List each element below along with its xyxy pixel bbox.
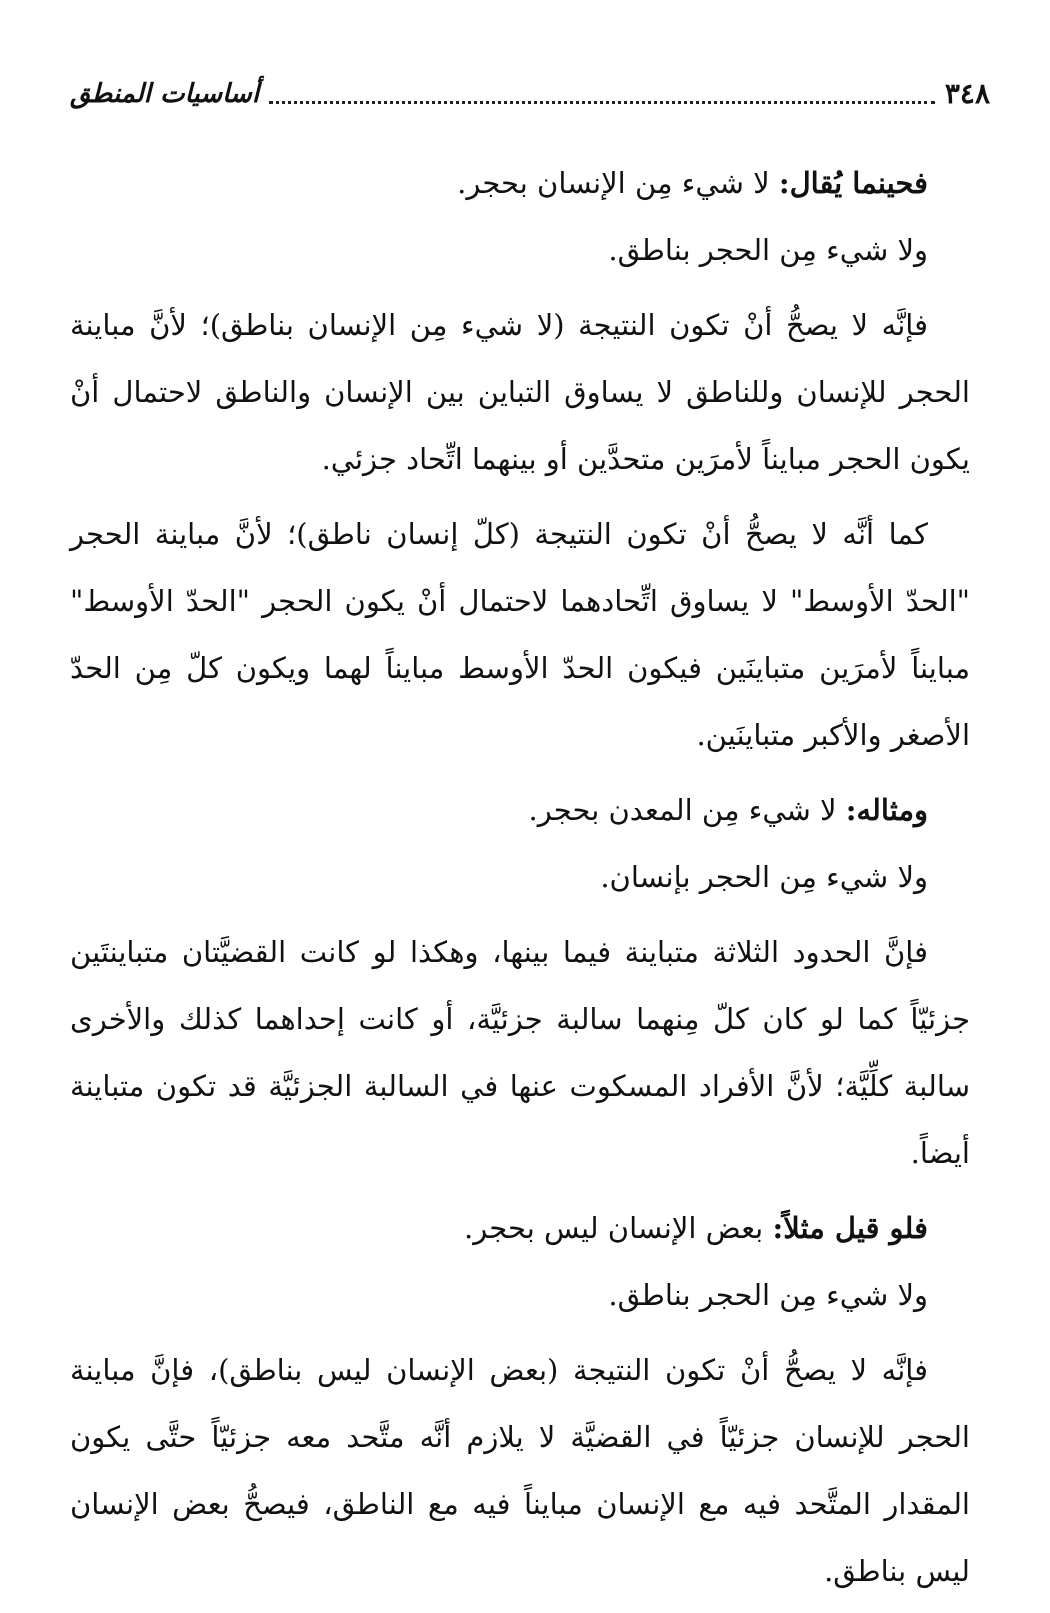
paragraph: فإنَّه لا يصحُّ أنْ تكون النتيجة (بعض الإنسان ليس بناطق)، فإنَّ مباينة الحجر للإنسان جزئيّاً في القضيَّة لا يلازم أنَّه متَّحد معه جزئيّاً حتَّى يكون المقدار المتَّحد فيه مع الإنسان مبايناً فيه مع الناطق، فيصحُّ بعض الإنسان ليس بناطق. [70,1353,970,1588]
example-lead: فحينما يُقال: [778,166,928,200]
header-dot-leader [269,100,935,104]
running-title: أساسيات المنطق [70,79,260,109]
example-line [70,1195,970,1262]
example-text: بعض الإنسان ليس بحجر. [464,1211,773,1245]
paragraph: فإنَّه لا يصحُّ أنْ تكون النتيجة (لا شيء مِن الإنسان بناطق)؛ لأنَّ مباينة الحجر للإنسان وللناطق لا يساوق التباين بين الإنسان والناطق لاحتمال أنْ يكون الحجر مبايناً لأمرَين متحدَّين أو بينهما اتِّحاد جزئي. [70,308,970,476]
example-line [70,150,970,217]
example-line: ولا شيء مِن الحجر بإنسان. [600,860,928,894]
page-number: ٣٤٨ [944,77,990,110]
example-text: لا شيء مِن الإنسان بحجر. [457,166,779,200]
example-text: لا شيء مِن المعدن بحجر. [528,793,846,827]
example-line: ولا شيء مِن الحجر بناطق. [608,233,928,267]
example-group-2 [70,777,970,911]
example-lead: ومثاله: [845,793,928,827]
page-body [70,150,970,1613]
example-group-3 [70,1195,970,1329]
example-lead: فلو قيل مثلاً: [772,1211,928,1245]
example-group-1 [70,150,970,284]
paragraph: فإنَّ الحدود الثلاثة متباينة فيما بينها، وهكذا لو كانت القضيَّتان متباينتَين جزئيّاً كما لو كان كلّ مِنهما سالبة جزئيَّة، أو كانت إحداهما كذلك والأخرى سالبة كلِّيَّة؛ لأنَّ الأفراد المسكوت عنها في السالبة الجزئيَّة قد تكون متباينة أيضاً. [70,935,970,1170]
page-header [70,62,990,112]
paragraph: كما أنَّه لا يصحُّ أنْ تكون النتيجة (كلّ إنسان ناطق)؛ لأنَّ مباينة الحجر "الحدّ الأوسط" لا يساوق اتِّحادهما لاحتمال أنْ يكون الحجر "الحدّ الأوسط" مبايناً لأمرَين متباينَين فيكون الحدّ الأوسط مبايناً لهما ويكون كلّ مِن الحدّ الأصغر والأكبر متباينَين. [70,517,970,752]
example-line [70,777,970,844]
example-line: ولا شيء مِن الحجر بناطق. [608,1278,928,1312]
